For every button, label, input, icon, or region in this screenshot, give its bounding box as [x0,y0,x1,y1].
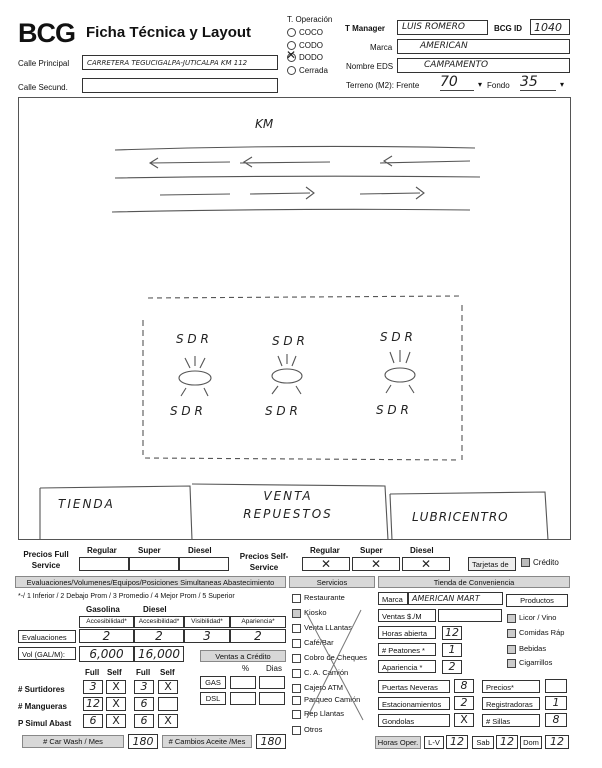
store-marca-label: Marca [378,592,408,605]
surtidores-value[interactable]: X [158,680,178,694]
operation-type-options [287,27,328,77]
gas-credito-pct[interactable] [230,676,256,689]
full-label: Full [85,668,100,677]
price-col-regular: Regular [310,546,340,555]
cambios-aceite-value[interactable]: 180 [256,734,286,749]
checkbox-icon [521,558,530,567]
service-venta-llantas[interactable]: Venta LLantas [292,623,352,633]
tarjetas-label: Tarjetas de [468,557,516,571]
bcg-id-field[interactable]: 1040 [530,19,570,35]
service-parqueo-camion[interactable]: Parqueo Camión [292,695,360,705]
precios-value[interactable] [545,679,567,693]
radio-icon [287,28,296,37]
checkbox-checked-icon [292,609,301,618]
gondolas-value[interactable]: X [454,713,474,727]
self-regular-price[interactable]: ✕ [302,557,350,571]
nombre-eds-label: Nombre EDS [346,62,394,71]
vol-gasolina[interactable]: 6,000 [79,646,134,662]
layout-sketch-area [18,97,571,540]
store-header: Tienda de Conveniencia [378,576,570,588]
sab-value[interactable]: 12 [496,735,518,749]
peatones-label: # Peatones * [378,643,436,656]
sub-header-accesibilidad: Accesibilidad* [134,616,184,628]
car-wash-label: # Car Wash / Mes [22,735,124,748]
gas-credito-dias[interactable] [259,676,285,689]
marca-field[interactable]: AMERICAN [397,39,570,54]
surtidores-label: # Surtidores [18,685,65,694]
diesel-label: Diesel [143,605,167,614]
op-cerrada[interactable]: Cerrada [287,65,328,78]
pump-label: S D R [272,334,305,348]
chevron-down-icon[interactable]: ▾ [560,80,565,89]
credito-checkbox[interactable]: Crédito [521,558,559,567]
puertas-neveras-value[interactable]: 8 [454,679,474,693]
surtidores-value[interactable]: 3 [134,680,154,694]
dsl-credito-pct[interactable] [230,692,256,705]
evaluation-scale: *-/ 1 Inferior / 2 Debajo Prom / 3 Promedio / 4 Mejor Prom / 5 Superior [18,593,235,600]
fondo-label: Fondo [487,81,510,90]
lv-label: L-V [424,736,444,749]
horas-abierta-value[interactable]: 12 [442,626,462,640]
ventas-label: Ventas $./M [378,609,436,622]
lv-value[interactable]: 12 [446,735,468,749]
vol-diesel[interactable]: 16,000 [134,646,184,662]
dom-value[interactable]: 12 [545,735,569,749]
t-manager-field[interactable]: LUIS ROMERO [397,20,488,35]
sub-header-accesibilidad: Accesibilidad* [79,616,134,628]
checkbox-icon [292,594,301,603]
service-kiosko[interactable]: Kiosko [292,608,327,618]
checkbox-checked-icon [507,659,516,668]
self-super-price[interactable]: ✕ [352,557,400,571]
page-title: Ficha Técnica y Layout [86,24,252,41]
full-super-price[interactable] [129,557,179,571]
mangueras-value[interactable]: X [106,697,126,711]
checkbox-icon [292,669,301,678]
evaluation-value[interactable]: 2 [134,629,184,643]
pump-label: S D R [265,404,298,418]
simul-value[interactable]: 6 [83,714,103,728]
price-col-super: Super [138,546,161,555]
evaluation-value[interactable]: 2 [79,629,134,643]
sub-header-apariencia: Apariencia* [230,616,286,628]
store-label-lubricentro: LUBRICENTRO [412,510,509,524]
radio-icon [287,66,296,75]
ventas-credito-header: Ventas a Crédito [200,650,286,662]
registradoras-label: Registradoras [482,697,540,710]
price-col-regular: Regular [87,546,117,555]
price-col-diesel: Diesel [188,546,212,555]
pct-label: % [242,664,250,673]
calle-principal-label: Calle Principal [18,59,70,68]
service-ca-camion[interactable]: C. A. Camión [292,668,348,678]
store-label-tienda: TIENDA [58,497,115,511]
checkbox-checked-icon [507,614,516,623]
dias-label: Dias [266,664,283,673]
sab-label: Sab [472,736,494,749]
full-diesel-price[interactable] [179,557,229,571]
t-manager-label: T Manager [345,24,386,33]
self-service-label: Precios Self-Service [239,552,289,572]
calle-secund-field[interactable] [82,78,278,93]
nombre-eds-field[interactable]: CAMPAMENTO [397,58,570,73]
fondo-value[interactable]: 35 [520,74,556,91]
cambios-aceite-label: # Cambios Aceite /Mes [162,735,252,748]
service-restaurante[interactable]: Restaurante [292,593,345,603]
km-label: KM [255,117,274,131]
gas-label: GAS [200,676,226,689]
product-licor[interactable]: Licor / Vino [507,613,556,623]
simul-value[interactable]: 6 [134,714,154,728]
pump-label: S D R [376,403,409,417]
terreno-label: Terreno (M2): Frente [346,81,420,90]
checkbox-icon [292,624,301,633]
product-bebidas[interactable]: Bebidas [507,644,546,654]
op-coco[interactable]: COCO [287,27,328,40]
horas-abierta-label: Horas abierta [378,626,436,639]
mangueras-value[interactable]: 6 [134,697,154,711]
store-label-repuestos: VENTA REPUESTOS [243,489,333,521]
op-dodo[interactable]: ✕ DODO [286,48,323,62]
x-mark-icon: ✕ [286,48,297,62]
vol-label: Vol (GAL/M): [18,647,76,660]
evaluations-header: Evaluaciones/Volumenes/Equipos/Posiciones Simultaneas Abastecimiento [15,576,286,588]
pump-label: S D R [176,332,209,346]
mangueras-label: # Mangueras [18,702,67,711]
sub-header-visibilidad: Visibilidad* [184,616,230,628]
service-cajero-atm[interactable]: Cajero ATM [292,683,343,693]
puertas-neveras-label: Puertas Neveras [378,680,450,693]
chevron-down-icon[interactable]: ▾ [478,80,483,89]
checkbox-icon [292,639,301,648]
pump-label: S D R [170,404,203,418]
evaluaciones-label: Evaluaciones [18,630,76,643]
calle-secund-label: Calle Secund. [18,83,68,92]
precios-label: Precios* [482,680,540,693]
gasolina-label: Gasolina [86,605,120,614]
sillas-label: # Sillas [482,714,540,727]
horas-oper-label: Horas Oper. [375,736,421,749]
store-apariencia-label: Apariencia * [378,660,436,673]
dom-label: Dom [520,736,542,749]
store-apariencia-value[interactable]: 2 [442,660,462,674]
store-marca-value[interactable]: AMERICAN MART [408,592,503,605]
dsl-credito-dias[interactable] [259,692,285,705]
checkbox-icon [292,710,301,719]
product-cigarrillos[interactable]: Cigarrillos [507,658,552,668]
terreno-frente-value[interactable]: 70 [440,74,474,91]
sillas-value[interactable]: 8 [545,713,567,727]
simul-abast-label: P Simul Abast [18,719,72,728]
mangueras-value[interactable] [158,697,178,711]
checkbox-checked-icon [507,645,516,654]
calle-principal-field[interactable]: CARRETERA TEGUCIGALPA-JUTICALPA KM 112 [82,55,278,70]
evaluation-value[interactable]: 3 [184,629,230,643]
price-col-super: Super [360,546,383,555]
simul-value[interactable]: X [158,714,178,728]
ventas-value[interactable] [438,609,502,622]
bcg-id-label: BCG ID [494,24,522,33]
car-wash-value[interactable]: 180 [128,734,158,749]
surtidores-value[interactable]: 3 [83,680,103,694]
pump-label: S D R [380,330,413,344]
service-cafe-bar[interactable]: Café/Bar [292,638,334,648]
checkbox-checked-icon [507,629,516,638]
price-col-diesel: Diesel [410,546,434,555]
mangueras-value[interactable]: 12 [83,697,103,711]
self-diesel-price[interactable]: ✕ [402,557,450,571]
full-regular-price[interactable] [79,557,129,571]
productos-label: Productos [506,594,568,607]
gondolas-label: Gondolas [378,714,450,727]
peatones-value[interactable]: 1 [442,643,462,657]
services-header: Servicios [289,576,375,588]
service-rep-llantas[interactable]: Rep Llantas [292,709,344,719]
registradoras-value[interactable]: 1 [545,696,567,710]
checkbox-icon [292,654,301,663]
checkbox-icon [292,696,301,705]
checkbox-icon [292,684,301,693]
self-label: Self [160,668,175,677]
self-label: Self [107,668,122,677]
service-cobro-cheques[interactable]: Cobro de Cheques [292,653,367,663]
estacionamientos-label: Estacionamientos [378,697,450,710]
checkbox-icon [292,726,301,735]
service-otros[interactable]: Otros [292,725,322,735]
marca-label: Marca [370,43,393,52]
full-service-label: Precios Full Service [23,550,69,570]
dsl-label: DSL [200,692,226,705]
estacionamientos-value[interactable]: 2 [454,696,474,710]
full-label: Full [136,668,151,677]
operation-type-label: T. Operación [287,15,333,24]
bcg-logo: BCG [18,18,75,48]
surtidores-value[interactable]: X [106,680,126,694]
evaluation-value[interactable]: 2 [230,629,286,643]
op-codo[interactable]: CODO [287,40,328,53]
simul-value[interactable]: X [106,714,126,728]
product-comidas[interactable]: Comidas Ráp [507,628,564,638]
